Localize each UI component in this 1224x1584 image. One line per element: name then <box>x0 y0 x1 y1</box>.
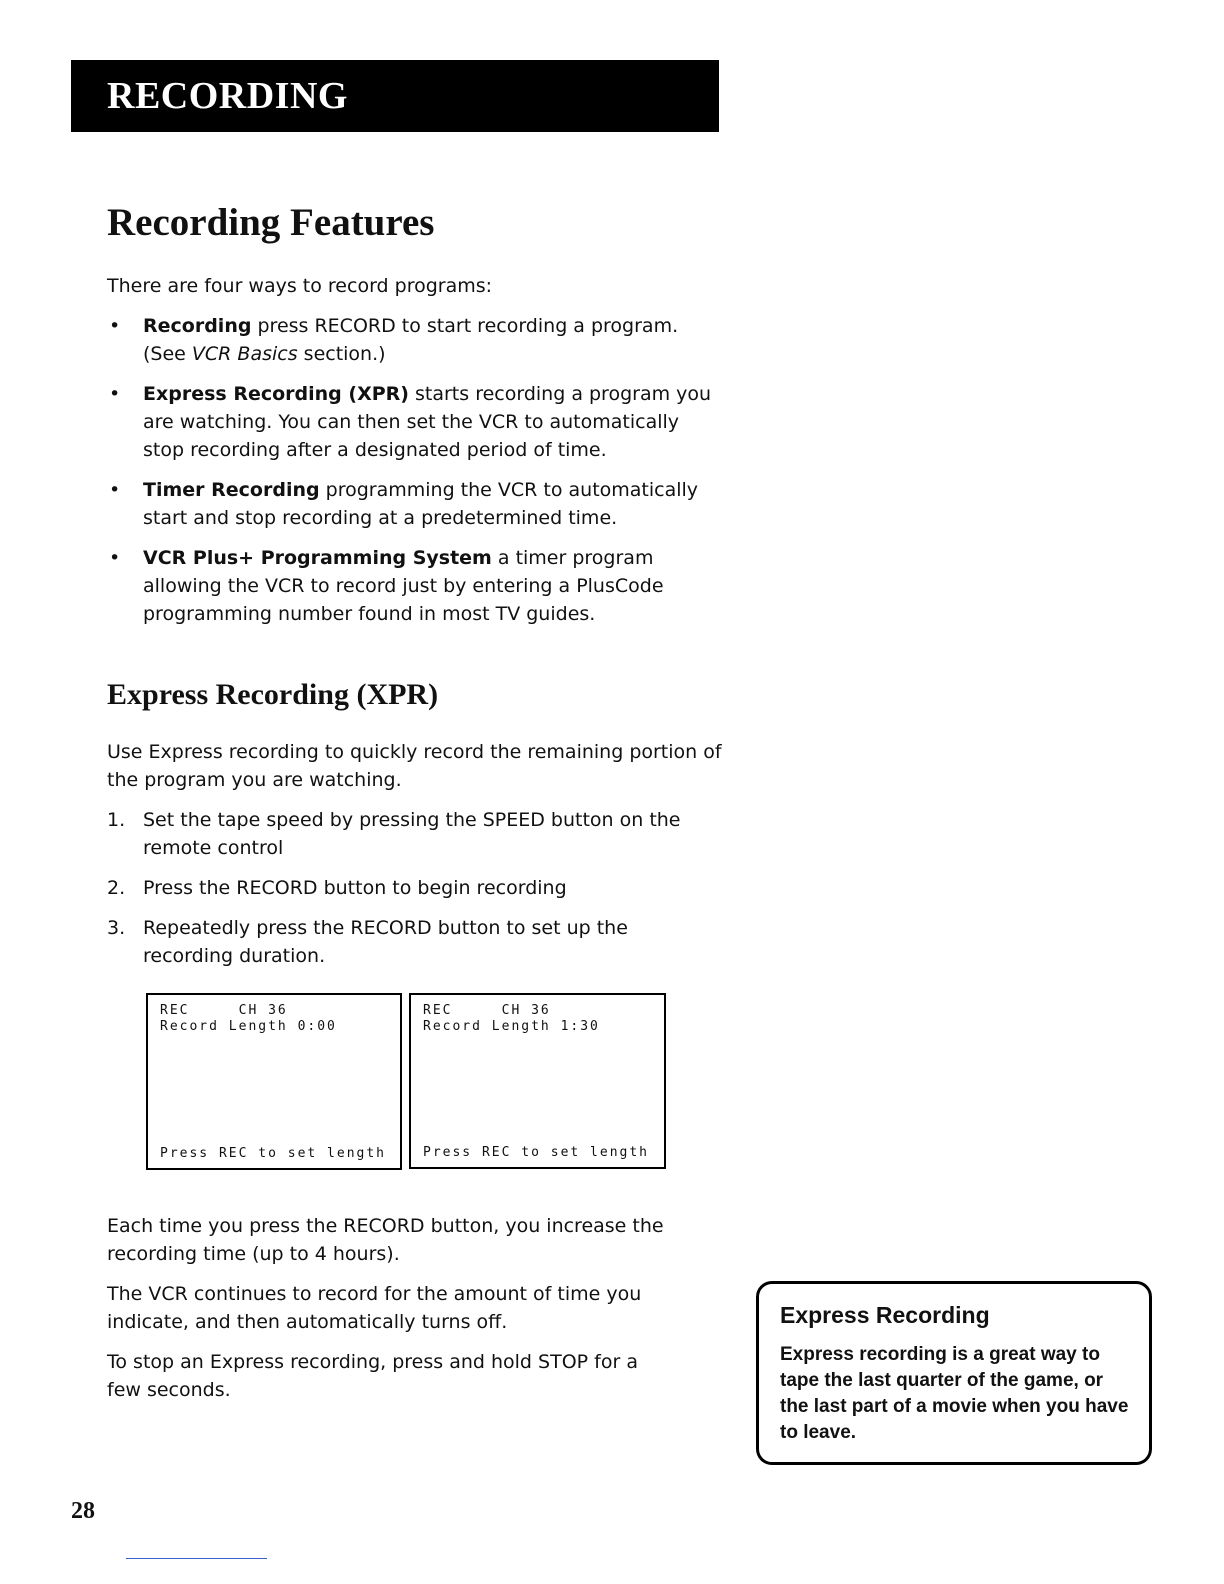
screen-line: REC CH 36 <box>160 1003 288 1018</box>
chapter-header-bar <box>71 60 719 132</box>
screen-top-text <box>423 1003 600 1035</box>
paragraph: The VCR continues to record for the amount of time you indicate, and then automatically turns off. <box>107 1283 642 1333</box>
screen-top-text <box>160 1003 337 1035</box>
screen-prompt: Press REC to set length <box>160 1146 387 1161</box>
screen-prompt: Press REC to set length <box>423 1145 650 1160</box>
step-text: Set the tape speed by pressing the SPEED button on the remote control <box>143 809 681 859</box>
tv-screen-display <box>409 993 666 1169</box>
recording-methods-list <box>107 312 722 628</box>
bullet-marker: • <box>109 315 121 337</box>
list-item-term: Timer Recording <box>143 479 320 501</box>
bullet-marker: • <box>109 547 121 569</box>
bullet-marker: • <box>109 479 121 501</box>
bullet-marker: • <box>109 383 121 405</box>
screen-line: Record Length 0:00 <box>160 1019 337 1034</box>
list-item <box>107 380 722 464</box>
list-item-text: programming the VCR to automatically start and stop recording at a predetermined time. <box>143 479 699 529</box>
paragraph: Each time you press the RECORD button, you increase the recording time (up to 4 hours). <box>107 1215 664 1265</box>
section-intro: Use Express recording to quickly record the remaining portion of the program you are watching. <box>107 741 722 791</box>
list-item-term: Express Recording (XPR) <box>143 383 409 405</box>
section-title-express-recording: Express Recording (XPR) <box>107 678 439 711</box>
step-text: Press the RECORD button to begin recording <box>143 877 567 899</box>
page-number: 28 <box>71 1498 95 1524</box>
list-item-term: Recording <box>143 315 252 337</box>
section-title-recording-features: Recording Features <box>107 201 435 244</box>
step-item <box>107 806 722 862</box>
paragraph: To stop an Express recording, press and hold STOP for a few seconds. <box>107 1351 638 1401</box>
list-item-text: starts recording a program you are watching. You can then set the VCR to automatically stop recording after a designated period of time. <box>143 383 712 461</box>
step-text: Repeatedly press the RECORD button to set up the recording duration. <box>143 917 628 967</box>
step-number: 1. <box>107 809 126 831</box>
step-item <box>107 914 722 970</box>
list-item-text: section.) <box>297 343 386 365</box>
list-item <box>107 476 722 532</box>
list-item-italic: VCR Basics <box>191 343 298 365</box>
steps-list <box>107 806 722 970</box>
sidebar-body: Express recording is a great way to tape the last quarter of the game, or the last part of a movie when you have to leave. <box>780 1344 1129 1443</box>
step-item <box>107 874 722 902</box>
list-item-text: press RECORD to start recording a program. (See <box>143 315 679 365</box>
screen-line: Record Length 1:30 <box>423 1019 600 1034</box>
list-item <box>107 312 722 368</box>
chapter-title: RECORDING <box>107 75 348 117</box>
list-item-term: VCR Plus+ Programming System <box>143 547 492 569</box>
tv-screen-display <box>146 993 402 1170</box>
sidebar-title: Express Recording <box>780 1302 990 1328</box>
step-number: 3. <box>107 917 126 939</box>
step-number: 2. <box>107 877 126 899</box>
list-item <box>107 544 722 628</box>
tip-sidebar <box>756 1281 1152 1465</box>
footer-rule <box>126 1558 267 1559</box>
screen-line: REC CH 36 <box>423 1003 551 1018</box>
list-item-text: a timer program allowing the VCR to record just by entering a PlusCode programming number found in most TV guides. <box>143 547 664 625</box>
section-intro: There are four ways to record programs: <box>107 275 493 297</box>
